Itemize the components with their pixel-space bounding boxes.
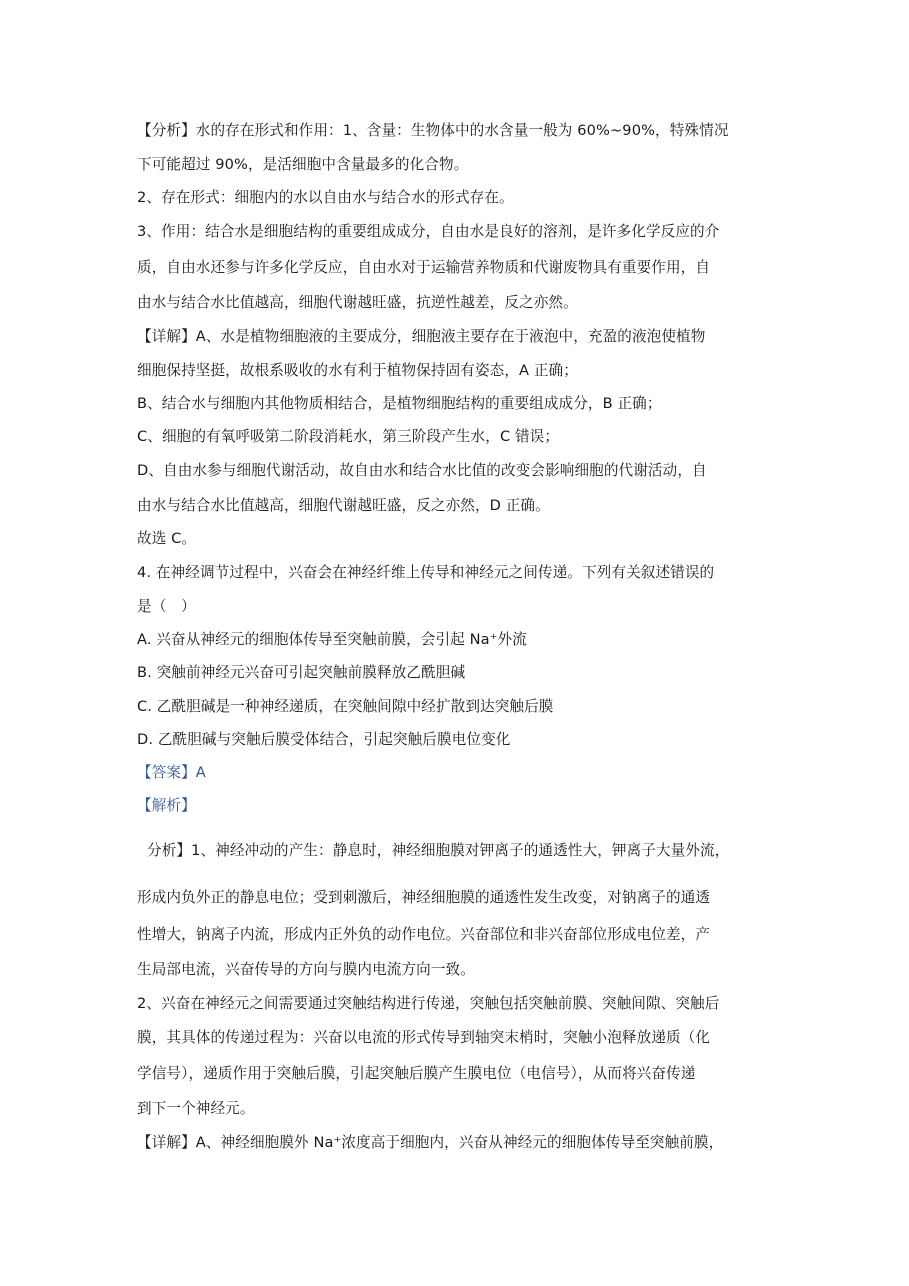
text-line: C、细胞的有氧呼吸第二阶段消耗水，第三阶段产生水，C 错误；	[137, 428, 560, 445]
text-line: 下可能超过 90%，是活细胞中含量最多的化合物。	[137, 156, 469, 173]
text-line: 生局部电流，兴奋传导的方向与膜内电流方向一致。	[137, 961, 475, 978]
text-line: 由水与结合水比值越高，细胞代谢越旺盛，抗逆性越差，反之亦然。	[137, 294, 578, 311]
text-line: 【详解】A、水是植物细胞液的主要成分，细胞液主要存在于液泡中，充盈的液泡使植物	[137, 328, 706, 345]
option-a: A. 兴奋从神经元的细胞体传导至突触前膜，会引起 Na⁺外流	[137, 631, 527, 648]
text-line: 膜，其具体的传递过程为：兴奋以电流的形式传导到轴突末梢时，突触小泡释放递质（化	[137, 1029, 711, 1046]
text-line: 3、作用：结合水是细胞结构的重要组成成分，自由水是良好的溶剂，是许多化学反应的介	[137, 223, 720, 240]
text-line: 【详解】A、神经细胞膜外 Na⁺浓度高于细胞内，兴奋从神经元的细胞体传导至突触前膜，	[137, 1134, 724, 1151]
text-line: 由水与结合水比值越高，细胞代谢越旺盛，反之亦然，D 正确。	[137, 497, 550, 514]
text-line: 【分析】水的存在形式和作用：1、含量：生物体中的水含量一般为 60%~90%，特殊情况	[137, 122, 729, 139]
explanation-label: 【解析】	[137, 797, 196, 814]
text-line: 形成内负外正的静息电位；受到刺激后，神经细胞膜的通透性发生改变，对钠离子的通透	[137, 889, 711, 906]
text-line: 性增大，钠离子内流，形成内正外负的动作电位。兴奋部位和非兴奋部位形成电位差，产	[137, 926, 711, 943]
answer-label: 【答案】A	[137, 764, 206, 781]
option-b: B. 突触前神经元兴奋可引起突触前膜释放乙酰胆碱	[137, 664, 466, 681]
text-line: 故选 C。	[137, 530, 197, 547]
text-line: D、自由水参与细胞代谢活动，故自由水和结合水比值的改变会影响细胞的代谢活动，自	[137, 462, 707, 479]
text-line: 质，自由水还参与许多化学反应，自由水对于运输营养物质和代谢废物具有重要作用，自	[137, 259, 711, 276]
text-line: B、结合水与细胞内其他物质相结合，是植物细胞结构的重要组成成分，B 正确；	[137, 395, 662, 412]
text-line: 分析】1、神经冲动的产生：静息时，神经细胞膜对钾离子的通透性大，钾离子大量外流，	[147, 842, 730, 859]
option-c: C. 乙酰胆碱是一种神经递质，在突触间隙中经扩散到达突触后膜	[137, 698, 554, 715]
question-stem: 是（ ）	[137, 598, 196, 615]
text-line: 2、存在形式：细胞内的水以自由水与结合水的形式存在。	[137, 189, 514, 206]
question-stem: 4. 在神经调节过程中，兴奋会在神经纤维上传导和神经元之间传递。下列有关叙述错误的	[137, 564, 715, 581]
text-line: 2、兴奋在神经元之间需要通过突触结构进行传递，突触包括突触前膜、突触间隙、突触后	[137, 995, 720, 1012]
option-d: D. 乙酰胆碱与突触后膜受体结合，引起突触后膜电位变化	[137, 731, 511, 748]
text-line: 学信号），递质作用于突触后膜，引起突触后膜产生膜电位（电信号），从而将兴奋传递	[137, 1065, 696, 1082]
text-line: 到下一个神经元。	[137, 1100, 255, 1117]
text-line: 细胞保持坚挺，故根系吸收的水有利于植物保持固有姿态，A 正确；	[137, 362, 578, 379]
